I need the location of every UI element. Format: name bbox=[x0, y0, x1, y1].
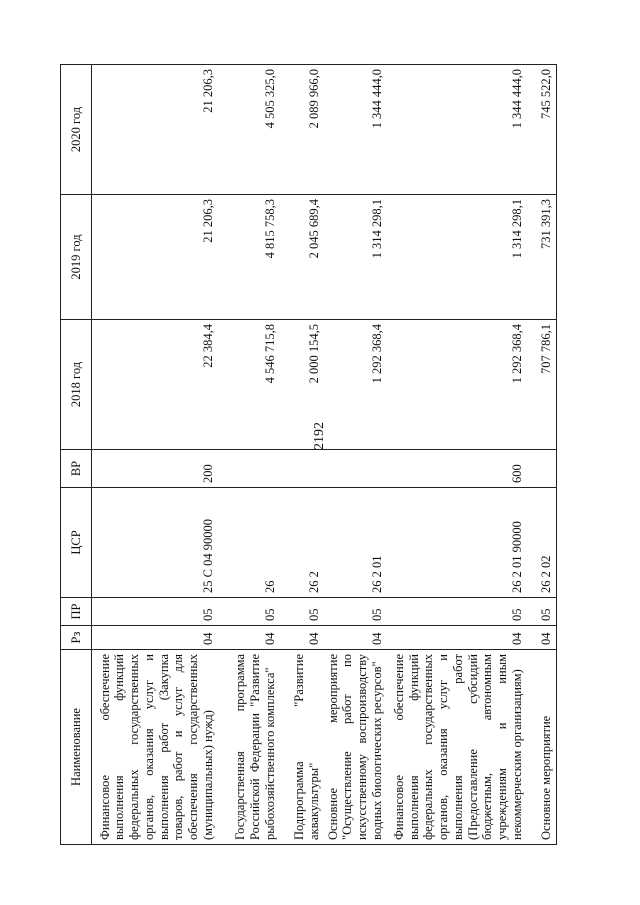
header-csr: ЦСР bbox=[61, 488, 92, 598]
row-2018: 2 000 154,5 bbox=[280, 320, 324, 450]
row-pr: 05 bbox=[324, 598, 387, 626]
row-2019: 2 045 689,4 bbox=[280, 195, 324, 320]
row-2019: 1 314 298,1 bbox=[387, 195, 527, 320]
header-name: Наименование bbox=[61, 650, 92, 845]
row-2019: 4 815 758,3 bbox=[218, 195, 280, 320]
row-2019: 1 314 298,1 bbox=[324, 195, 387, 320]
table-row bbox=[324, 65, 387, 845]
row-csr: 26 2 01 bbox=[324, 488, 387, 598]
row-2018: 4 546 715,8 bbox=[218, 320, 280, 450]
row-rz: 04 bbox=[324, 626, 387, 650]
header-2020: 2020 год bbox=[61, 65, 92, 195]
header-pr: ПР bbox=[61, 598, 92, 626]
row-csr: 26 2 01 90000 bbox=[387, 488, 527, 598]
row-2020: 1 344 444,0 bbox=[387, 65, 527, 195]
row-2018: 1 292 368,4 bbox=[387, 320, 527, 450]
row-vr bbox=[218, 450, 280, 488]
row-csr: 26 2 02 bbox=[527, 488, 557, 598]
table-container bbox=[60, 65, 600, 845]
row-pr: 05 bbox=[387, 598, 527, 626]
row-2020: 745 522,0 bbox=[527, 65, 557, 195]
header-row bbox=[61, 65, 92, 845]
table-row bbox=[527, 65, 557, 845]
row-2018: 1 292 368,4 bbox=[324, 320, 387, 450]
table-row bbox=[280, 65, 324, 845]
table-row bbox=[218, 65, 280, 845]
header-2018: 2018 год bbox=[61, 320, 92, 450]
row-2020: 4 505 325,0 bbox=[218, 65, 280, 195]
row-name: Финансовое обеспечение выполнения функций федеральных государственных органов, оказания услуг и выполнения работ (Предоставление субсидий бюджетным, автономным учреждениям и иным некоммерческим организациям) bbox=[387, 650, 527, 845]
row-2020: 21 206,3 bbox=[92, 65, 218, 195]
header-vr: ВР bbox=[61, 450, 92, 488]
row-vr: 200 bbox=[92, 450, 218, 488]
header-2019: 2019 год bbox=[61, 195, 92, 320]
row-csr: 26 2 bbox=[280, 488, 324, 598]
row-pr: 05 bbox=[280, 598, 324, 626]
row-2019: 21 206,3 bbox=[92, 195, 218, 320]
table-row bbox=[387, 65, 527, 845]
row-rz: 04 bbox=[527, 626, 557, 650]
row-vr bbox=[324, 450, 387, 488]
row-name: Основное мероприятие bbox=[527, 650, 557, 845]
row-rz: 04 bbox=[387, 626, 527, 650]
budget-table bbox=[60, 64, 557, 845]
row-vr bbox=[280, 450, 324, 488]
header-rz: Рз bbox=[61, 626, 92, 650]
row-name: Подпрограмма "Развитие аквакультуры" bbox=[280, 650, 324, 845]
row-csr: 25 С 04 90000 bbox=[92, 488, 218, 598]
table-row bbox=[92, 65, 218, 845]
row-2019: 731 391,3 bbox=[527, 195, 557, 320]
row-rz: 04 bbox=[280, 626, 324, 650]
row-pr: 05 bbox=[218, 598, 280, 626]
row-vr bbox=[527, 450, 557, 488]
row-rz: 04 bbox=[218, 626, 280, 650]
page-number: 2192 bbox=[312, 422, 327, 450]
row-2020: 1 344 444,0 bbox=[324, 65, 387, 195]
row-name: Государственная программа Российской Федерации "Развитие рыбохозяйственного комплекса" bbox=[218, 650, 280, 845]
row-vr: 600 bbox=[387, 450, 527, 488]
row-name: Финансовое обеспечение выполнения функций федеральных государственных органов, оказания услуг и выполнения работ (Закупка товаров, работ и услуг для обеспечения государственных (муниципальных) нужд) bbox=[92, 650, 218, 845]
row-2018: 707 786,1 bbox=[527, 320, 557, 450]
row-pr: 05 bbox=[527, 598, 557, 626]
row-pr: 05 bbox=[92, 598, 218, 626]
row-name: Основное мероприятие "Осуществление работ по искусственному воспроизводству водных биологических ресурсов" bbox=[324, 650, 387, 845]
row-csr: 26 bbox=[218, 488, 280, 598]
row-2020: 2 089 966,0 bbox=[280, 65, 324, 195]
row-2018: 22 384,4 bbox=[92, 320, 218, 450]
row-rz: 04 bbox=[92, 626, 218, 650]
